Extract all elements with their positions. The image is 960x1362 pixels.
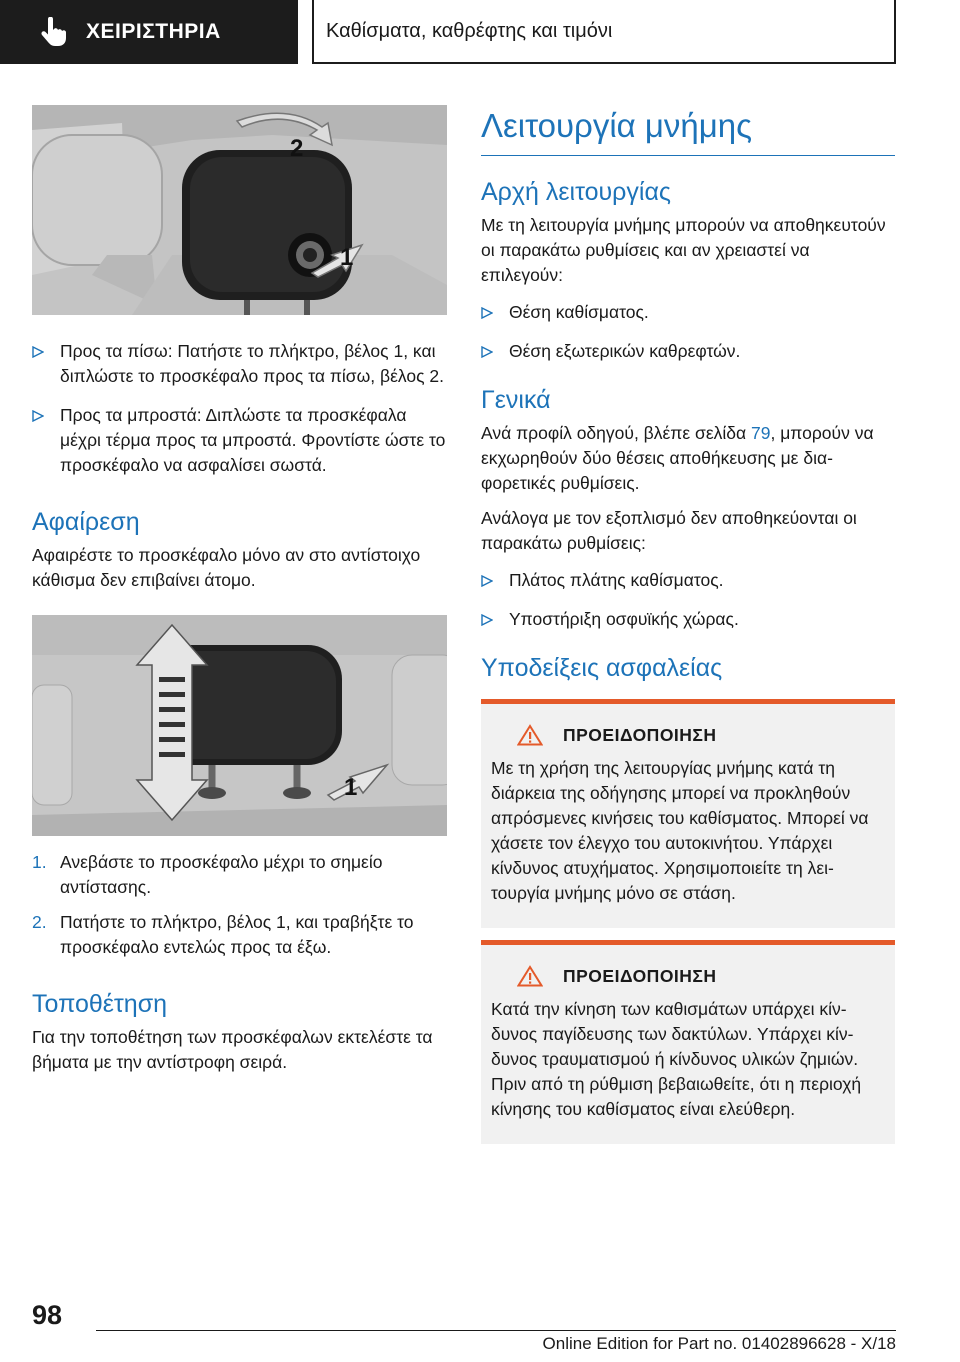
list-item: Προς τα πίσω: Πατήστε το πλήκτρο, βέλος 1, και διπλώστε το προσκέφαλο προς τα πίσω, βέλος 2. xyxy=(32,339,447,389)
list-item: Πλάτος πλάτης καθίσματος. xyxy=(481,568,895,593)
triangle-bullet-icon xyxy=(481,575,493,587)
page-link[interactable]: 79 xyxy=(751,423,771,443)
warning-box xyxy=(481,940,895,1144)
install-heading: Τοποθέτηση xyxy=(32,990,168,1018)
list-item: Θέση καθίσματος. xyxy=(481,300,895,325)
list-item: Θέση εξωτερικών καθρεφτών. xyxy=(481,339,895,364)
warning-triangle-icon xyxy=(517,724,543,746)
footer-divider xyxy=(96,1330,896,1331)
step-number: 1. xyxy=(32,852,47,872)
principle-heading: Αρχή λειτουργίας xyxy=(481,178,671,206)
callout-1: 1 xyxy=(340,244,354,271)
warning-box xyxy=(481,699,895,928)
general-text-2: Ανάλογα με τον εξοπλισμό δεν αποθηκεύονται οι παρακάτω ρυθμίσεις: xyxy=(481,508,857,553)
fold-instructions xyxy=(32,339,447,478)
left-column xyxy=(32,105,447,1075)
headrest-remove-illustration xyxy=(32,615,447,836)
right-column xyxy=(481,105,895,1144)
callout-2: 2 xyxy=(290,135,304,162)
warning-title: ΠΡΟΕΙΔΟΠΟΙΗΣΗ xyxy=(563,724,717,745)
triangle-bullet-icon xyxy=(481,346,493,358)
triangle-bullet-icon xyxy=(481,614,493,626)
hand-pointer-icon xyxy=(40,17,68,47)
removal-steps xyxy=(32,850,447,960)
triangle-bullet-icon xyxy=(32,410,44,422)
page-header xyxy=(0,0,960,66)
principle-list xyxy=(481,300,895,364)
step-number: 2. xyxy=(32,912,47,932)
general-heading: Γενικά xyxy=(481,386,551,414)
removal-heading: Αφαίρεση xyxy=(32,508,140,536)
safety-heading: Υποδείξεις ασφαλείας xyxy=(481,654,723,682)
headrest-remove-figure xyxy=(32,615,447,836)
edition-text: Online Edition for Part no. 01402896628 - X/18 xyxy=(542,1334,896,1353)
page-title: Λειτουργία μνήμης xyxy=(481,107,895,156)
page-number: 98 xyxy=(32,1300,63,1330)
triangle-bullet-icon xyxy=(32,346,44,358)
general-text-1: Ανά προφίλ οδηγού, βλέπε σελίδα 79, μπορούν να εκχωρηθούν δύο θέσεις αποθήκευσης με διαφορετικές ρυθμίσεις. xyxy=(481,423,874,493)
warning-title: ΠΡΟΕΙΔΟΠΟΙΗΣΗ xyxy=(563,965,717,986)
chapter-title: Καθίσματα, καθρέφτης και τιμόνι xyxy=(312,0,896,64)
principle-text: Με τη λειτουργία μνήμης μπορούν να αποθηκευτούν οι παρακάτω ρυθμίσεις και αν χρειαστεί να επιλεγούν: xyxy=(481,215,886,285)
headrest-fold-figure xyxy=(32,105,447,315)
callout-1: 1 xyxy=(344,774,358,801)
install-text: Για την τοποθέτηση των προσκέφαλων εκτελέστε τα βήματα με την αντίστροφη σειρά. xyxy=(32,1027,433,1072)
list-item: Προς τα μπροστά: Διπλώστε τα προσκέφαλα μέχρι τέρμα προς τα μπροστά. Φροντίστε ώστε το προσκέφαλο να ασφαλίσει σωστά. xyxy=(32,403,447,478)
removal-text: Αφαιρέστε το προσκέφαλο μόνο αν στο αντίστοιχο κάθισμα δεν επιβαίνει άτομο. xyxy=(32,545,421,590)
triangle-bullet-icon xyxy=(481,307,493,319)
section-label: ΧΕΙΡΙΣΤΗΡΙΑ xyxy=(86,20,221,43)
list-item: Υποστήριξη οσφυϊκής χώρας. xyxy=(481,607,895,632)
list-item: 1. Ανεβάστε το προσκέφαλο μέχρι το σημείο αντίστασης. xyxy=(32,852,383,897)
general-list xyxy=(481,568,895,632)
warning-text: Με τη χρήση της λειτουργίας μνήμης κατά τη διάρκεια της οδήγησης μπορεί να προκληθούν απρόσμενες κινήσεις του καθίσματος. Μπορεί να χάσετε τον έλεγχο του αυτοκινήτου. Υπάρχει κίνδυνος ατυχήματος. Χρησιμοποιείτε τη λειτουργία μνήμης μόνο σε στάση. xyxy=(491,758,869,903)
warning-text: Κατά την κίνηση των καθισμάτων υπάρχει κίνδυνος παγίδευσης των δακτύλων. Υπάρχει κίνδυνος τραυματισμού ή κίνδυνος υλικών ζημιών. Πριν από τη ρύθμιση βεβαιωθείτε, ότι η περιοχή κίνησης του καθίσματος είναι ελεύθερη. xyxy=(491,999,862,1119)
warning-triangle-icon xyxy=(517,965,543,987)
list-item: 2. Πατήστε το πλήκτρο, βέλος 1, και τραβήξτε το προσκέφαλο εντελώς προς τα έξω. xyxy=(32,912,414,957)
headrest-fold-illustration xyxy=(32,105,447,315)
section-tab[interactable] xyxy=(0,0,298,64)
